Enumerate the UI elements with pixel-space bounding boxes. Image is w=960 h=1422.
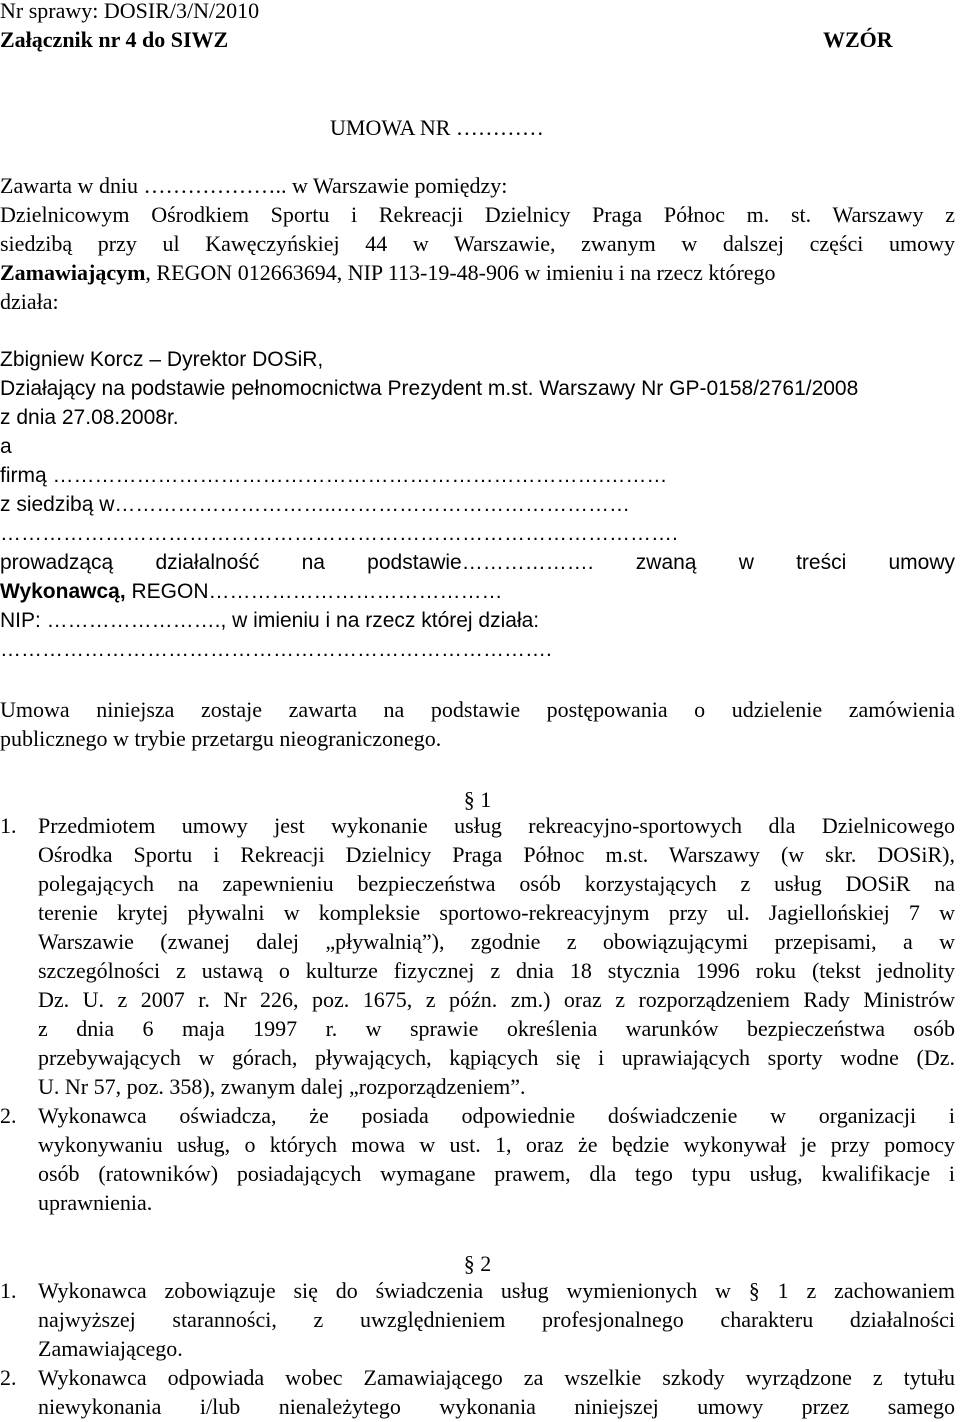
s1-item-2-line: uprawnienia. xyxy=(38,1190,153,1215)
conjunction-a: a xyxy=(0,435,12,458)
s1-item-1-number: 1. xyxy=(0,813,17,838)
basis-line-1: Umowa niniejsza zostaje zawarta na podstawie postępowania o udzielenie zamówienia xyxy=(0,697,955,722)
contractor-firm-line: firmą …………………………………………………………………….……… xyxy=(0,464,668,487)
section-1-heading: § 1 xyxy=(463,787,492,812)
dotted-line-1: ……………………………………………………………………………………. xyxy=(0,522,678,545)
basis-line-2: publicznego w trybie przetargu nieograniczonego. xyxy=(0,726,442,751)
s1-item-1-line: przebywających w górach, pływających, kąpiących się i uprawiających sporty wodne (Dz. xyxy=(38,1045,955,1070)
s1-item-2-number: 2. xyxy=(0,1103,17,1128)
party1-registration: , REGON 012663694, NIP 113-19-48-906 w imieniu i na rzecz którego xyxy=(145,260,776,285)
s1-item-1-line: szczególności z ustawą o kulturze fizycznej z dnia 18 stycznia 1996 roku (tekst jednolity xyxy=(38,958,955,983)
contractor-seat-line: z siedzibą w…………………………..…………………………………… xyxy=(0,493,631,516)
section-2-heading: § 2 xyxy=(463,1251,492,1276)
s2-item-2-line: Wykonawca odpowiada wobec Zamawiającego za wszelkie szkody wyrządzone z tytułu xyxy=(38,1365,955,1390)
s1-item-2-line: Wykonawca oświadcza, że posiada odpowiednie doświadczenie w organizacji i xyxy=(38,1103,955,1128)
contractor-regon: REGON…………………………………… xyxy=(125,580,503,603)
party1-role: Zamawiającym xyxy=(0,260,146,285)
party1-line-3 xyxy=(0,259,955,287)
s2-item-2-line: niewykonania i/lub nienależytego wykonania niniejszej umowy przez samego xyxy=(38,1394,955,1419)
party1-line-4: działa: xyxy=(0,289,59,314)
contract-title: UMOWA NR ………… xyxy=(330,115,544,140)
party1-line-2: siedzibą przy ul Kawęczyńskiej 44 w Warszawie, zwanym w dalszej części umowy xyxy=(0,231,955,256)
s1-item-1-line: terenie krytej pływalni w kompleksie sportowo-rekreacyjnym przy ul. Jagiellońskiej 7 w xyxy=(38,900,955,925)
representative-line-3: z dnia 27.08.2008r. xyxy=(0,406,179,429)
s2-item-1-line: najwyższej staranności, z uwzględnieniem profesjonalnego charakteru działalności xyxy=(38,1307,955,1332)
activity-line: prowadzącą działalność na podstawie………………. zwaną w treści umowy xyxy=(0,551,955,574)
s1-item-1-line: Ośrodka Sportu i Rekreacji Dzielnicy Praga Północ m.st. Warszawy (w skr. DOSiR), xyxy=(38,842,955,867)
s2-item-1-number: 1. xyxy=(0,1278,17,1303)
s1-item-1-line: z dnia 6 maja 1997 r. w sprawie określenia warunków bezpieczeństwa osób xyxy=(38,1016,955,1041)
s1-item-1-line: Warszawie (zwanej dalej „pływalnią”), zgodnie z obowiązującymi przepisami, a w xyxy=(38,929,955,954)
contractor-nip-line: NIP: ……………………., w imieniu i na rzecz której działa: xyxy=(0,609,540,632)
s2-item-2-number: 2. xyxy=(0,1365,17,1390)
representative-line-1: Zbigniew Korcz – Dyrektor DOSiR, xyxy=(0,348,324,371)
representative-line-2: Działający na podstawie pełnomocnictwa Prezydent m.st. Warszawy Nr GP-0158/2761/2008 xyxy=(0,377,859,400)
s2-item-1-line: Wykonawca zobowiązuje się do świadczenia usług wymienionych w § 1 z zachowaniem xyxy=(38,1278,955,1303)
dotted-line-2: ……………………………………………………………………. xyxy=(0,638,552,661)
s1-item-2-line: osób (ratowników) posiadających wymagane prawem, dla tego typu usług, kwalifikacje i xyxy=(38,1161,955,1186)
attachment-label: Załącznik nr 4 do SIWZ xyxy=(0,27,229,52)
s1-item-1-line: polegających na zapewnieniu bezpieczeństwa osób korzystających z usług DOSiR na xyxy=(38,871,955,896)
s1-item-2-line: wykonywaniu usług, o których mowa w ust. 1, oraz że będzie wykonywał je przy pomocy xyxy=(38,1132,955,1157)
s1-item-1-line: Dz. U. z 2007 r. Nr 226, poz. 1675, z późn. zm.) oraz z rozporządzeniem Rady Ministrów xyxy=(38,987,955,1012)
contractor-role: Wykonawcą, xyxy=(0,580,126,603)
s1-item-1-line: Przedmiotem umowy jest wykonanie usług rekreacyjno-sportowych dla Dzielnicowego xyxy=(38,813,955,838)
s1-item-1-line: U. Nr 57, poz. 358), zwanym dalej „rozporządzeniem”. xyxy=(38,1074,526,1099)
party1-line-1: Dzielnicowym Ośrodkiem Sportu i Rekreacji Dzielnicy Praga Północ m. st. Warszawy z xyxy=(0,202,955,227)
concluded-line: Zawarta w dniu ……………….. w Warszawie pomiędzy: xyxy=(0,173,508,198)
template-label: WZÓR xyxy=(823,27,893,52)
s2-item-1-line: Zamawiającego. xyxy=(38,1336,183,1361)
case-number: Nr sprawy: DOSIR/3/N/2010 xyxy=(0,0,260,23)
contractor-role-line xyxy=(0,578,955,606)
